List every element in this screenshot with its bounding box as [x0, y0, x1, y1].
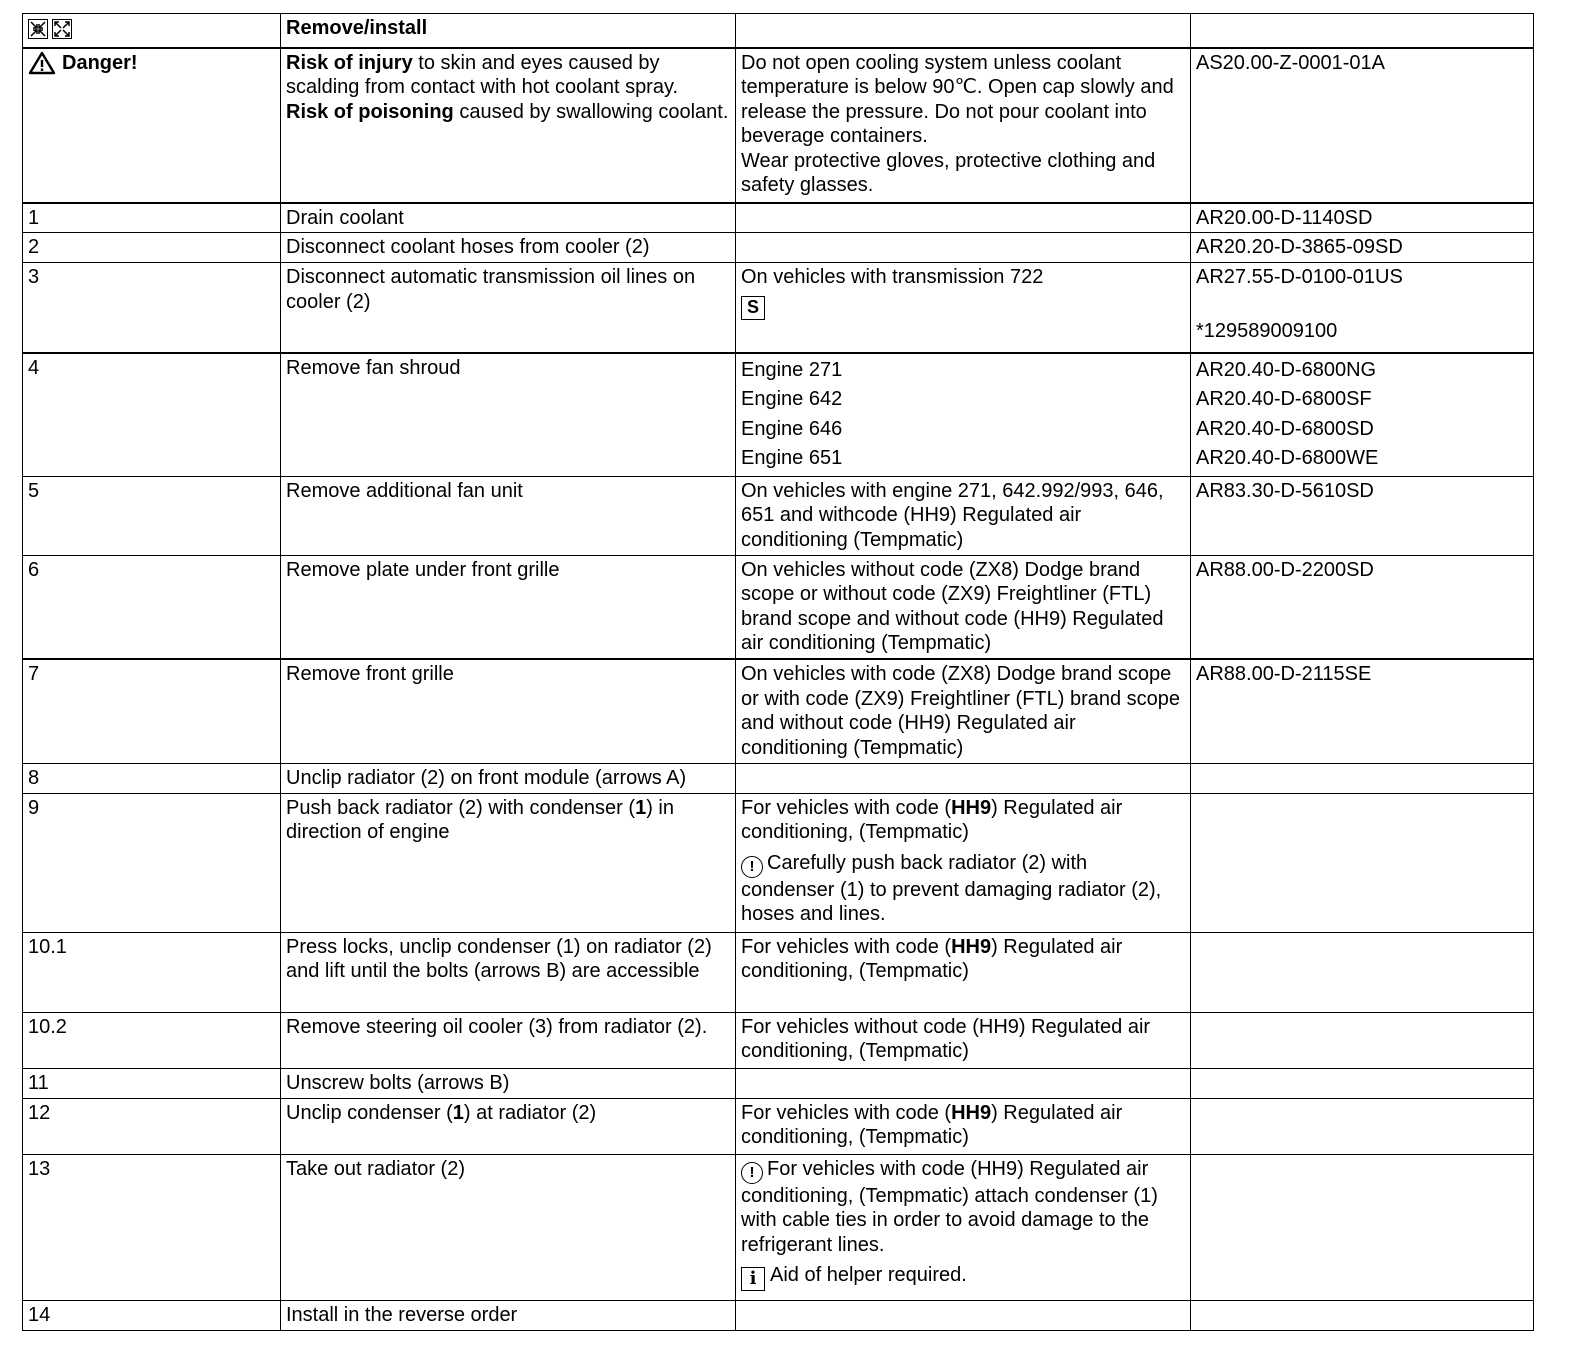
- danger-label-cell: [23, 48, 281, 203]
- step-number: 10.2: [23, 1012, 281, 1068]
- step-number: 12: [23, 1098, 281, 1154]
- warning-triangle-icon: [28, 51, 56, 75]
- table-row: [23, 555, 1534, 659]
- caution-text: For vehicles with code (HH9) Regulated air conditioning, (Tempmatic) attach condenser (1) with cable ties in order to avoid damage to the refrigerant lines.: [741, 1157, 1158, 1256]
- step-note-part: For vehicles with code (: [741, 796, 952, 819]
- danger-row: [23, 48, 1534, 203]
- risk-injury-label: Risk of injury: [286, 51, 413, 74]
- step-ref: [1191, 1154, 1534, 1300]
- step-number: 13: [23, 1154, 281, 1300]
- step-action: Disconnect coolant hoses from cooler (2): [281, 233, 736, 263]
- step-ref: [1191, 1012, 1534, 1068]
- step-action-part: Push back radiator (2) with condenser (: [286, 796, 636, 819]
- step-number: 9: [23, 793, 281, 932]
- danger-measures-text: Do not open cooling system unless coolant temperature is below 90℃. Open cap slowly and release the pressure. Do not pour coolant into beverage containers.: [741, 51, 1174, 147]
- step-note: On vehicles with transmission 722: [741, 266, 1044, 288]
- step-ref: [1191, 1068, 1534, 1098]
- remove-icon: [28, 19, 48, 39]
- engine-item: Engine 651: [741, 447, 843, 469]
- step-number: 5: [23, 476, 281, 555]
- table-row: [23, 1012, 1534, 1068]
- header-icons-cell: [23, 14, 281, 48]
- step-action-part: 1: [452, 1101, 464, 1124]
- step-note: On vehicles with code (ZX8) Dodge brand scope or with code (ZX9) Freightliner (FTL) brand scope and without code (HH9) Regulated air conditioning (Tempmatic): [736, 659, 1191, 763]
- step-note-part: For vehicles with code (: [741, 935, 952, 958]
- table-row: [23, 1098, 1534, 1154]
- step-ref: AR83.30-D-5610SD: [1191, 476, 1534, 555]
- tool-number: *129589009100: [1196, 319, 1338, 342]
- header-empty-cell: [736, 14, 1191, 48]
- step-ref: [1191, 793, 1534, 932]
- step-action: Remove fan shroud: [281, 353, 736, 477]
- step-ref: [1191, 932, 1534, 1012]
- step-action: Remove front grille: [281, 659, 736, 763]
- step-action-part: ) in direction of engine: [286, 796, 674, 843]
- danger-ref: AS20.00-Z-0001-01A: [1191, 48, 1534, 203]
- table-row: [23, 932, 1534, 1012]
- step-number: 4: [23, 353, 281, 477]
- table-row: [23, 476, 1534, 555]
- table-row: [23, 263, 1534, 353]
- header-row: [23, 14, 1534, 48]
- step-action: Drain coolant: [281, 203, 736, 233]
- step-note-part: HH9: [951, 935, 992, 958]
- step-note: [736, 1068, 1191, 1098]
- step-note-cell: [736, 1098, 1191, 1154]
- table-row: [23, 659, 1534, 763]
- step-action: Remove steering oil cooler (3) from radiator (2).: [281, 1012, 736, 1068]
- step-action-part: Unclip condenser (: [286, 1101, 453, 1124]
- step-action: Press locks, unclip condenser (1) on radiator (2) and lift until the bolts (arrows B) are accessible: [281, 932, 736, 1012]
- step-action-part: ) at radiator (2): [463, 1101, 597, 1124]
- caution-note-icon: !: [741, 1162, 763, 1184]
- step-note: On vehicles with engine 271, 642.992/993, 646, 651 and withcode (HH9) Regulated air conditioning (Tempmatic): [736, 476, 1191, 555]
- step-note: [736, 763, 1191, 793]
- engine-ref-list: [1191, 353, 1534, 477]
- install-icon: [52, 19, 72, 39]
- info-icon: i: [741, 1267, 765, 1291]
- table-row: [23, 203, 1534, 233]
- step-ref: [1191, 763, 1534, 793]
- step-action: Remove additional fan unit: [281, 476, 736, 555]
- step-number: 8: [23, 763, 281, 793]
- header-empty-cell: [1191, 14, 1534, 48]
- header-title: Remove/install: [281, 14, 736, 48]
- step-ref-cell: [1191, 263, 1534, 353]
- step-note-part: ) Regulated air conditioning, (Tempmatic): [741, 1101, 1123, 1148]
- step-action: Disconnect automatic transmission oil lines on cooler (2): [281, 263, 736, 353]
- table-row: [23, 793, 1534, 932]
- step-number: 3: [23, 263, 281, 353]
- risk-poisoning-text: caused by swallowing coolant.: [453, 100, 729, 123]
- step-note: On vehicles without code (ZX8) Dodge brand scope or without code (ZX9) Freightliner (FTL) brand scope and without code (HH9) Regulated air conditioning (Tempmatic): [736, 555, 1191, 659]
- step-action: Remove plate under front grille: [281, 555, 736, 659]
- engine-item: Engine 271: [741, 358, 843, 381]
- special-tool-icon: S: [741, 296, 765, 320]
- danger-risk-cell: [281, 48, 736, 203]
- engine-ref: AR20.40-D-6800WE: [1196, 447, 1379, 469]
- engine-item: Engine 642: [741, 388, 843, 410]
- step-ref: AR20.20-D-3865-09SD: [1191, 233, 1534, 263]
- engine-ref: AR20.40-D-6800NG: [1196, 358, 1377, 381]
- engine-ref: AR20.40-D-6800SF: [1196, 388, 1372, 410]
- step-note: [736, 233, 1191, 263]
- step-note-part: HH9: [951, 796, 992, 819]
- danger-measures-cell: [736, 48, 1191, 203]
- step-note-cell: [736, 263, 1191, 353]
- step-note-part: For vehicles with code (: [741, 1101, 952, 1124]
- step-note-part: ) Regulated air conditioning, (Tempmatic): [741, 796, 1123, 843]
- table-row: [23, 1068, 1534, 1098]
- step-note-cell: [736, 932, 1191, 1012]
- step-ref: [1191, 1300, 1534, 1330]
- step-note: [736, 1300, 1191, 1330]
- step-action: Install in the reverse order: [281, 1300, 736, 1330]
- info-text: Aid of helper required.: [770, 1264, 967, 1286]
- danger-measures-text-2: Wear protective gloves, protective clothing and safety glasses.: [741, 149, 1156, 196]
- table-row: [23, 763, 1534, 793]
- repair-procedure-table: [22, 13, 1534, 1331]
- table-row: [23, 1154, 1534, 1300]
- table-row: [23, 233, 1534, 263]
- step-number: 2: [23, 233, 281, 263]
- engine-list: [736, 353, 1191, 477]
- step-number: 7: [23, 659, 281, 763]
- step-note: [736, 203, 1191, 233]
- step-action: Take out radiator (2): [281, 1154, 736, 1300]
- step-action: Unclip radiator (2) on front module (arrows A): [281, 763, 736, 793]
- step-note-part: HH9: [951, 1101, 992, 1124]
- step-action-cell: [281, 1098, 736, 1154]
- engine-ref: AR20.40-D-6800SD: [1196, 417, 1374, 440]
- step-note-cell: [736, 1154, 1191, 1300]
- step-number: 1: [23, 203, 281, 233]
- table-row: [23, 353, 1534, 477]
- step-ref: AR88.00-D-2200SD: [1191, 555, 1534, 659]
- step-ref: AR88.00-D-2115SE: [1191, 659, 1534, 763]
- step-note: For vehicles without code (HH9) Regulated air conditioning, (Tempmatic): [736, 1012, 1191, 1068]
- step-note-cell: [736, 793, 1191, 932]
- danger-label: Danger!: [62, 51, 138, 74]
- caution-text: Carefully push back radiator (2) with condenser (1) to prevent damaging radiator (2), hoses and lines.: [741, 851, 1162, 925]
- step-ref: [1191, 1098, 1534, 1154]
- step-action: Unscrew bolts (arrows B): [281, 1068, 736, 1098]
- step-note-part: ) Regulated air conditioning, (Tempmatic): [741, 935, 1123, 982]
- step-number: 6: [23, 555, 281, 659]
- engine-item: Engine 646: [741, 417, 843, 440]
- caution-note-icon: !: [741, 856, 763, 878]
- step-number: 10.1: [23, 932, 281, 1012]
- step-number: 14: [23, 1300, 281, 1330]
- risk-injury-text: to skin and eyes caused by scalding from contact with hot coolant spray.: [286, 51, 679, 98]
- risk-poisoning-label: Risk of poisoning: [286, 100, 454, 123]
- step-number: 11: [23, 1068, 281, 1098]
- step-ref: AR27.55-D-0100-01US: [1196, 266, 1403, 288]
- step-ref: AR20.00-D-1140SD: [1191, 203, 1534, 233]
- step-action-cell: [281, 793, 736, 932]
- table-row: [23, 1300, 1534, 1330]
- step-action-part: 1: [635, 796, 647, 819]
